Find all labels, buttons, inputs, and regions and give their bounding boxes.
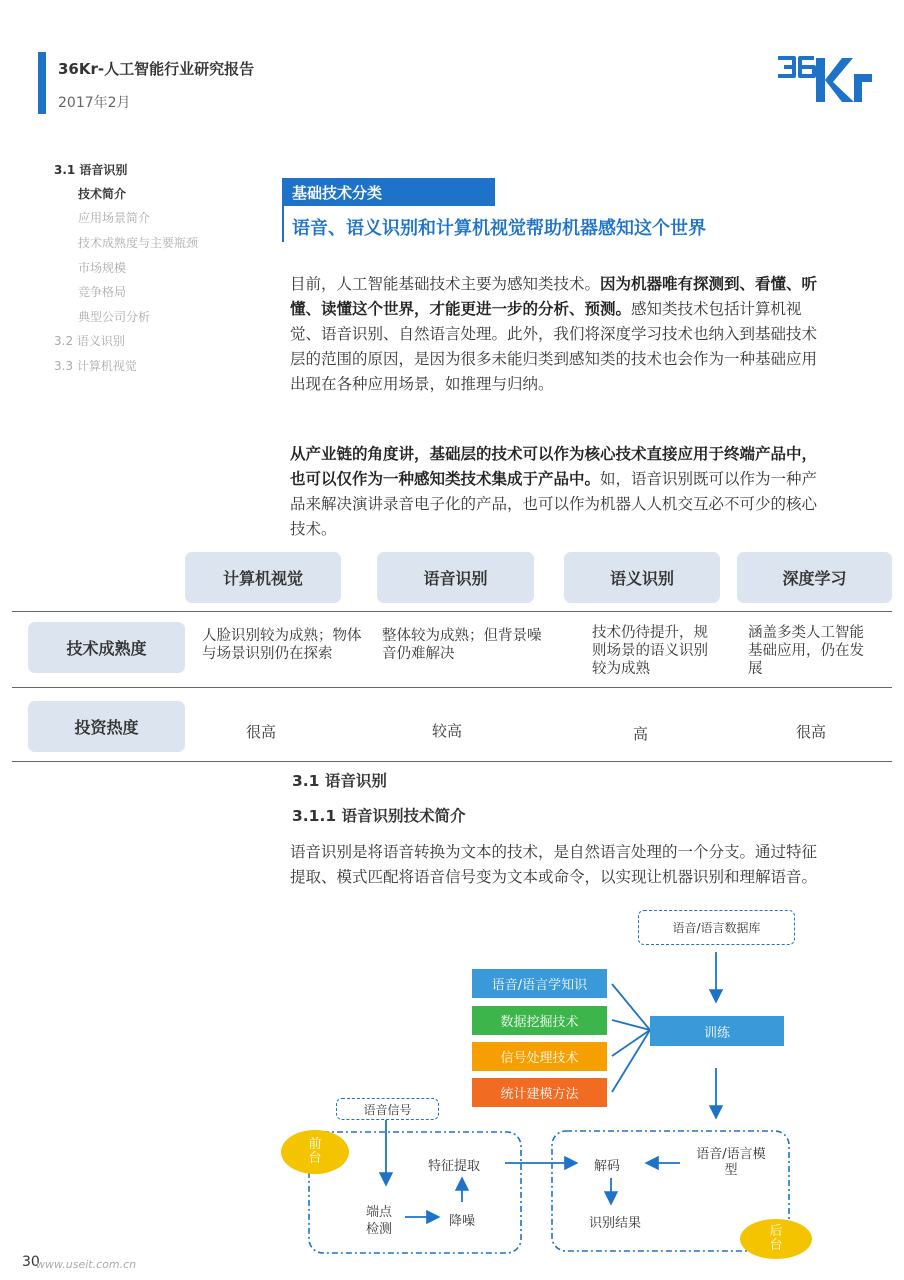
statistical-modeling-pill: 统计建模方法	[472, 1078, 607, 1107]
report-title: 36Kr-人工智能行业研究报告	[58, 60, 255, 78]
toc-item-maturity[interactable]: 技术成熟度与主要瓶颈	[78, 236, 199, 250]
table-cell: 技术仍待提升，规则场景的语义识别较为成熟	[592, 625, 708, 677]
row-header-investment: 投资热度	[28, 701, 185, 752]
toc-item-companies[interactable]: 典型公司分析	[78, 310, 151, 324]
watermark: www.useit.com.cn	[36, 1258, 137, 1271]
table-divider	[12, 611, 892, 612]
toc-item-3-3[interactable]: 3.3 计算机视觉	[54, 359, 137, 373]
column-header-semantic: 语义识别	[564, 552, 720, 603]
backend-badge: 后台	[740, 1219, 812, 1259]
table-cell: 较高	[432, 722, 463, 740]
brand-logo	[776, 50, 872, 106]
frontend-badge: 前台	[281, 1130, 349, 1174]
subsection-title: 3.1 语音识别	[292, 772, 387, 790]
page-number: 30	[22, 1254, 40, 1270]
feature-extraction-label: 特征提取	[428, 1159, 481, 1174]
paragraph-speech-intro: 语音识别是将语音转换为文本的技术，是自然语言处理的一个分支。通过特征提取、模式匹配将语音信号变为文本或命令，以实现让机器识别和理解语音。	[290, 843, 818, 886]
decode-label: 解码	[594, 1159, 621, 1174]
data-mining-pill: 数据挖掘技术	[472, 1006, 607, 1035]
section-heading: 语音、语义识别和计算机视觉帮助机器感知这个世界	[292, 218, 706, 239]
toc-item-3-2[interactable]: 3.2 语义识别	[54, 334, 125, 348]
paragraph-intro: 目前，人工智能基础技术主要为感知类技术。因为机器唯有探测到、看懂、听懂、读懂这个世界，才能更进一步的分析、预测。感知类技术包括计算机视觉、语音识别、自然语言处理。此外，我们将深度学习技术也纳入到基础技术层的范围的原因，是因为很多未能归类到感知类的技术也会作为一种基础应用出现在各种应用场景，如推理与归纳。	[290, 275, 818, 393]
table-cell: 整体较为成熟；但背景噪音仍难解决	[382, 628, 542, 662]
table-divider	[12, 687, 892, 688]
table-cell: 涵盖多类人工智能基础应用，仍在发展	[748, 625, 864, 677]
table-divider	[12, 761, 892, 762]
table-cell: 很高	[246, 723, 277, 741]
column-header-cv: 计算机视觉	[185, 552, 341, 603]
toc-item-intro[interactable]: 技术简介	[78, 187, 127, 201]
table-cell: 人脸识别较为成熟；物体与场景识别仍在探索	[202, 628, 362, 662]
toc-item-competition[interactable]: 竞争格局	[78, 285, 127, 299]
column-header-deep-learning: 深度学习	[737, 552, 892, 603]
denoise-label: 降噪	[449, 1214, 476, 1229]
language-model-label: 语音/语言模型	[696, 1147, 766, 1178]
endpoint-detection-label: 端点检测	[366, 1205, 393, 1237]
paragraph-industry-chain: 从产业链的角度讲，基础层的技术可以作为核心技术直接应用于终端产品中，也可以仅作为一种感知类技术集成于产品中。如，语音识别既可以作为一种产品来解决演讲录音电子化的产品，也可以作为机器人人机交互必不可少的核心技术。	[290, 445, 818, 538]
toc-item-scenarios[interactable]: 应用场景简介	[78, 211, 151, 225]
header-accent-bar	[38, 52, 46, 114]
toc-item-market[interactable]: 市场规模	[78, 261, 127, 275]
table-cell: 很高	[796, 723, 827, 741]
knowledge-pill: 语音/语言学知识	[472, 969, 607, 998]
row-header-maturity: 技术成熟度	[28, 622, 185, 673]
column-header-speech: 语音识别	[377, 552, 534, 603]
report-date: 2017年2月	[58, 95, 131, 111]
toc-item-3-1[interactable]: 3.1 语音识别	[54, 163, 128, 177]
recognition-result-label: 识别结果	[589, 1216, 642, 1231]
section-tag: 基础技术分类	[282, 178, 495, 206]
signal-processing-pill: 信号处理技术	[472, 1042, 607, 1071]
table-cell: 高	[633, 725, 649, 743]
speech-database-box: 语音/语言数据库	[638, 910, 795, 945]
subsection-subtitle: 3.1.1 语音识别技术简介	[292, 807, 466, 825]
speech-signal-box: 语音信号	[336, 1098, 439, 1120]
training-box: 训练	[650, 1016, 784, 1046]
